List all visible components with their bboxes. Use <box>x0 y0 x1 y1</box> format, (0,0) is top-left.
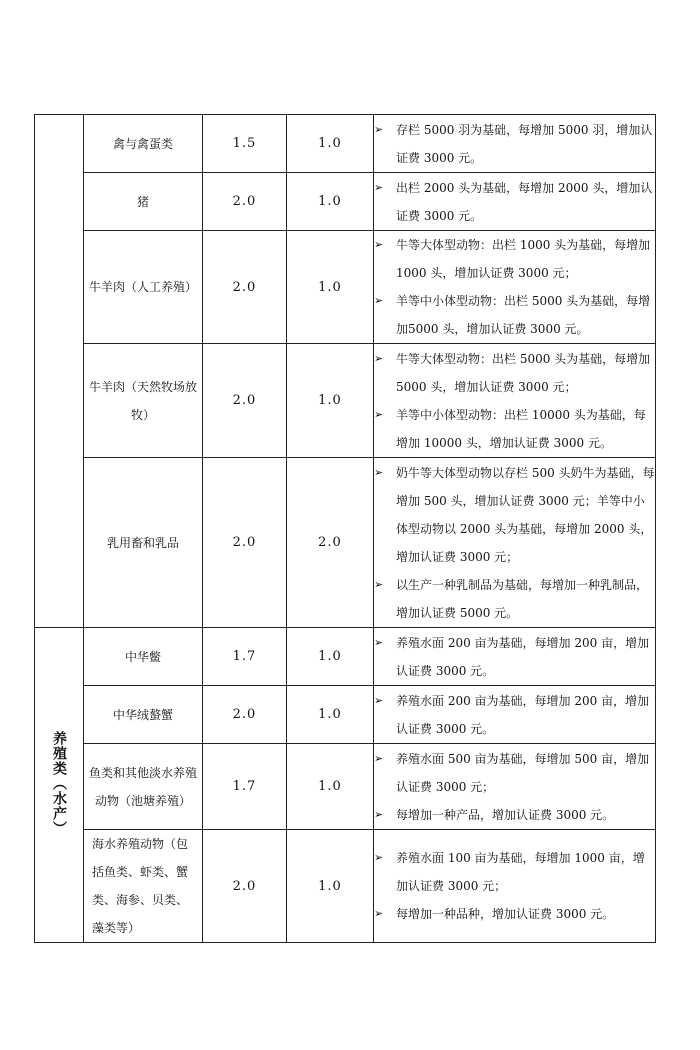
table-row <box>35 628 656 686</box>
coefficient-b-cell: 1.0 <box>287 744 374 830</box>
fee-rule: ➢ 以生产一种乳制品为基础，每增加一种乳制品，增加认证费 5000 元。 <box>374 571 655 627</box>
fee-description-cell <box>374 744 656 830</box>
coefficient-a-cell: 2.0 <box>203 344 287 458</box>
coefficient-b-cell: 1.0 <box>287 830 374 943</box>
arrow-bullet-icon: ➢ <box>374 351 384 365</box>
coefficient-b-cell: 1.0 <box>287 115 374 173</box>
product-cell: 禽与禽蛋类 <box>84 115 203 173</box>
product-cell: 乳用畜和乳品 <box>84 458 203 628</box>
arrow-bullet-icon: ➢ <box>374 693 384 707</box>
fee-rule: ➢ 养殖水面 200 亩为基础，每增加 200 亩，增加认证费 3000 元。 <box>374 629 655 685</box>
coefficient-a-cell: 2.0 <box>203 173 287 231</box>
fee-description-cell <box>374 173 656 231</box>
coefficient-b-cell: 1.0 <box>287 173 374 231</box>
coefficient-a-cell: 2.0 <box>203 231 287 344</box>
arrow-bullet-icon: ➢ <box>374 407 384 421</box>
coefficient-b-cell: 2.0 <box>287 458 374 628</box>
table-row <box>35 344 656 458</box>
fee-rule: ➢ 养殖水面 500 亩为基础，每增加 500 亩，增加认证费 3000 元； <box>374 745 655 801</box>
fee-rule: ➢ 养殖水面 200 亩为基础，每增加 200 亩，增加认证费 3000 元。 <box>374 687 655 743</box>
fee-rule: ➢ 每增加一种产品，增加认证费 3000 元。 <box>374 801 655 829</box>
coefficient-a-cell: 1.7 <box>203 744 287 830</box>
table-row <box>35 231 656 344</box>
coefficient-a-cell: 2.0 <box>203 686 287 744</box>
coefficient-b-cell: 1.0 <box>287 344 374 458</box>
fee-description-cell <box>374 686 656 744</box>
product-cell: 鱼类和其他淡水养殖动物（池塘养殖） <box>84 744 203 830</box>
arrow-bullet-icon: ➢ <box>374 635 384 649</box>
product-cell: 牛羊肉（天然牧场放牧） <box>84 344 203 458</box>
fee-description-cell <box>374 830 656 943</box>
product-cell: 海水养殖动物（包括鱼类、虾类、蟹类、海参、贝类、藻类等） <box>84 830 203 943</box>
fee-rule: ➢ 奶牛等大体型动物以存栏 500 头奶牛为基础，每增加 500 头，增加认证费 3000 元；羊等中小体型动物以 2000 头为基础，每增加 2000 头，增加认证费 3000 元； <box>374 459 655 571</box>
fee-rule: ➢ 存栏 5000 羽为基础，每增加 5000 羽，增加认证费 3000 元。 <box>374 116 655 172</box>
fee-rule: ➢ 出栏 2000 头为基础，每增加 2000 头，增加认证费 3000 元。 <box>374 174 655 230</box>
product-cell: 牛羊肉（人工养殖） <box>84 231 203 344</box>
arrow-bullet-icon: ➢ <box>374 907 384 920</box>
category-cell-aquaculture <box>35 628 84 943</box>
table-row <box>35 830 656 943</box>
certification-fee-table <box>34 114 656 943</box>
table-row <box>35 686 656 744</box>
fee-description-cell <box>374 115 656 173</box>
arrow-bullet-icon: ➢ <box>374 807 384 821</box>
fee-description-cell <box>374 628 656 686</box>
arrow-bullet-icon: ➢ <box>374 180 384 194</box>
fee-rule: ➢ 养殖水面 100 亩为基础，每增加 1000 亩，增加认证费 3000 元； <box>374 844 655 900</box>
fee-description-cell <box>374 231 656 344</box>
fee-rule: ➢ 牛等大体型动物：出栏 5000 头为基础，每增加 5000 头，增加认证费 3000 元； <box>374 345 655 401</box>
arrow-bullet-icon: ➢ <box>374 122 384 136</box>
coefficient-b-cell: 1.0 <box>287 686 374 744</box>
arrow-bullet-icon: ➢ <box>374 577 384 591</box>
fee-rule: ➢ 每增加一种品种，增加认证费 3000 元。 <box>374 900 655 928</box>
fee-rule: ➢ 牛等大体型动物：出栏 1000 头为基础，每增加 1000 头，增加认证费 3000 元； <box>374 231 655 287</box>
product-cell: 中华绒螯蟹 <box>84 686 203 744</box>
table-row <box>35 744 656 830</box>
fee-rule: ➢ 羊等中小体型动物：出栏 10000 头为基础，每增加 10000 头，增加认证费 3000 元。 <box>374 401 655 457</box>
coefficient-b-cell: 1.0 <box>287 231 374 344</box>
coefficient-a-cell: 2.0 <box>203 458 287 628</box>
category-label: 养殖类（水产） <box>51 730 67 836</box>
coefficient-a-cell: 1.7 <box>203 628 287 686</box>
coefficient-a-cell: 2.0 <box>203 830 287 943</box>
coefficient-a-cell: 1.5 <box>203 115 287 173</box>
fee-description-cell <box>374 344 656 458</box>
table-row <box>35 173 656 231</box>
table-row <box>35 115 656 173</box>
arrow-bullet-icon: ➢ <box>374 751 384 765</box>
product-cell: 猪 <box>84 173 203 231</box>
fee-rule: ➢ 羊等中小体型动物：出栏 5000 头为基础，每增加5000 头，增加认证费 3000 元。 <box>374 287 655 343</box>
category-cell-livestock <box>35 115 84 628</box>
arrow-bullet-icon: ➢ <box>374 238 384 251</box>
fee-description-cell <box>374 458 656 628</box>
arrow-bullet-icon: ➢ <box>374 294 384 307</box>
coefficient-b-cell: 1.0 <box>287 628 374 686</box>
table-row <box>35 458 656 628</box>
arrow-bullet-icon: ➢ <box>374 465 384 479</box>
product-cell: 中华鳖 <box>84 628 203 686</box>
arrow-bullet-icon: ➢ <box>374 851 384 864</box>
